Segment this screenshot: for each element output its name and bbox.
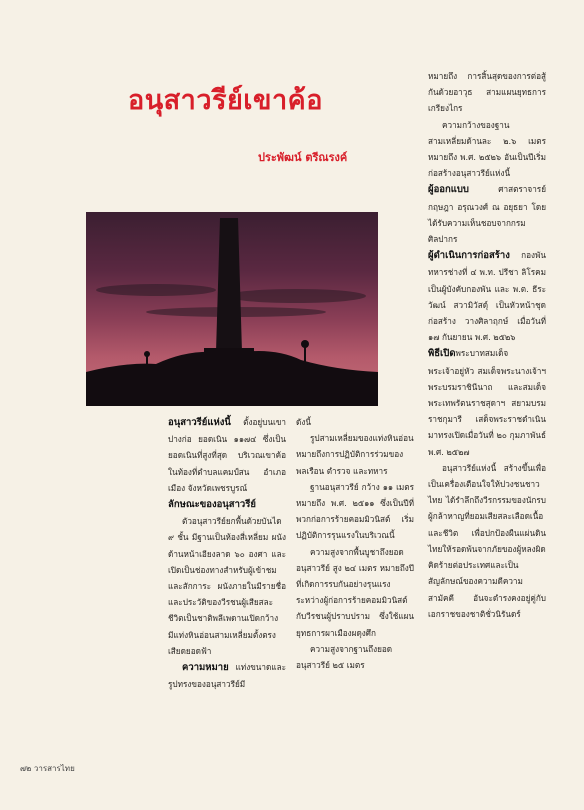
column-3 [428,68,546,622]
column-2 [296,414,414,673]
paragraph: ฐานอนุสาวรีย์ กว้าง ๑๑ เมตร หมายถึง พ.ศ. ๒๕๑๑ ซึ่งเป็นปีที่พวกก่อการร้ายคอมมิวนิสต์ เริ่มปฏิบัติการรุนแรงในบริเวณนี้ [296,481,414,541]
lead-term: ผู้ดำเนินการก่อสร้าง [428,250,510,262]
paragraph-text: แท่งขนาดและรูปทรงของอนุสาวรีย์มี [168,662,286,690]
article-title: อนุสาวรีย์เขาค้อ [128,85,323,116]
paragraph: ความกว้างของฐานสามเหลี่ยมด้านละ ๒.๖ เมตร หมายถึง พ.ศ. ๒๕๒๖ อันเป็นปีเริ่มก่อสร้างอนุสาวรีย์แห่งนี้ [428,119,546,179]
lead-term: ความหมาย [182,662,229,674]
paragraph: อนุสาวรีย์แห่งนี้ สร้างขึ้นเพื่อเป็นเครื่องเตือนใจให้ปวงชนชาวไทย ได้รำลึกถึงวีรกรรมของนักรบผู้กล้าหาญที่ยอมเสียสละเลือดเนื้อและชีวิต เพื่อปกป้องผืนแผ่นดินไทยให้รอดพ้นจากภัยของผู้หลงผิด คิดร้ายต่อประเทศและเป็นสัญลักษณ์ของความดีความสามัคคี อันจะดำรงคงอยู่คู่กับเอกราชของชาติชั่วนิรันดร์ [428,462,546,619]
paragraph [428,345,546,459]
paragraph [168,659,286,692]
paragraph-text: ศาสตราจารย์ กฤษฎา อรุณวงศ์ ณ อยุธยา โดยได้รับความเห็นชอบจากกรมศิลปากร [428,184,546,245]
lead-term: ผู้ออกแบบ [428,184,469,196]
paragraph: ความสูงจากพื้นบูชาถึงยอดอนุสาวรีย์ สูง ๒๔ เมตร หมายถึงปีที่เกิดการรบกันอย่างรุนแรงระหว่างผู้ก่อการร้ายคอมมิวนิสต์ กับวีรชนผู้ปราบปราม ซึ่งใช้แผนยุทธการผาเมืองผดุงศึก [296,546,414,638]
paragraph-text: พระบาทสมเด็จพระเจ้าอยู่หัว สมเด็จพระนางเจ้าฯ พระบรมราชินีนาถ และสมเด็จพระเทพรัตนราชสุดาฯ สยามบรมราชกุมารี เสด็จพระราชดำเนินมาทรงเปิดเมื่อวันที่ ๒๐ กุมภาพันธ์ พ.ศ. ๒๕๒๗ [428,348,546,457]
paragraph: ตัวอนุสาวรีย์ยกพื้นด้วยบันได ๙ ชั้น มีฐานเป็นห้องสี่เหลี่ยม ผนังด้านหน้าเอียงลาด ๖๐ องศา และเปิดเป็นช่องทางสำหรับผู้เข้าชมและสักการะ ผนังภายในมีรายชื่อและประวัติของวีรชนผู้เสียสละชีวิตเป็นชาติพลีเพดานเปิดกว้าง มีแท่งหินอ่อนสามเหลี่ยมตั้งตรงเสียดยอดฟ้า [168,516,286,656]
lead-term: พิธีเปิด [428,348,456,360]
author-byline: ประพัฒน์ ตรีณรงค์ [258,151,348,164]
column-1 [168,414,286,692]
paragraph: รูปสามเหลี่ยมของแท่งหินอ่อน หมายถึงการปฏิบัติการร่วมของพลเรือน ตำรวจ และทหาร [296,433,414,476]
paragraph: ดังนี้ [296,417,311,427]
page-footer: ๗๒ วารสารไทย [20,764,75,773]
paragraph-text: ตั้งอยู่บนเขาปางก่อ ยอดเนิน ๑๑๗๔ ซึ่งเป็นยอดเนินที่สูงที่สุด บริเวณเขาค้อ ในท้องที่ตำบลแคมป์สน อำเภอเมือง จังหวัดเพชรบูรณ์ [168,417,286,493]
paragraph [168,414,286,496]
paragraph: ความสูงจากฐานถึงยอดอนุสาวรีย์ ๒๕ เมตร [296,643,393,671]
monument-silhouette-image [86,212,378,406]
paragraph: หมายถึง การสิ้นสุดของการต่อสู้กันด้วยอาวุธ สามแผนยุทธการเกรียงไกร [428,71,546,114]
paragraph [428,247,546,345]
section-heading-text: ลักษณะของอนุสาวรีย์ [168,499,256,511]
monument-photo [86,212,378,406]
lead-term: อนุสาวรีย์แห่งนี้ [168,417,231,428]
section-heading [168,496,286,513]
paragraph [428,181,546,247]
paragraph-text: กองพันทหารช่างที่ ๔ พ.ท. ปรีชา ลิโรคม เป็นผู้บังคับกองพัน และ พ.ต. ธีระวัฒน์ สวามิวัสดุ์ เป็นหัวหน้าชุดก่อสร้าง วางศิลาฤกษ์ เมื่อวันที่ ๑๗ กันยายน พ.ศ. ๒๕๒๖ [428,250,546,343]
